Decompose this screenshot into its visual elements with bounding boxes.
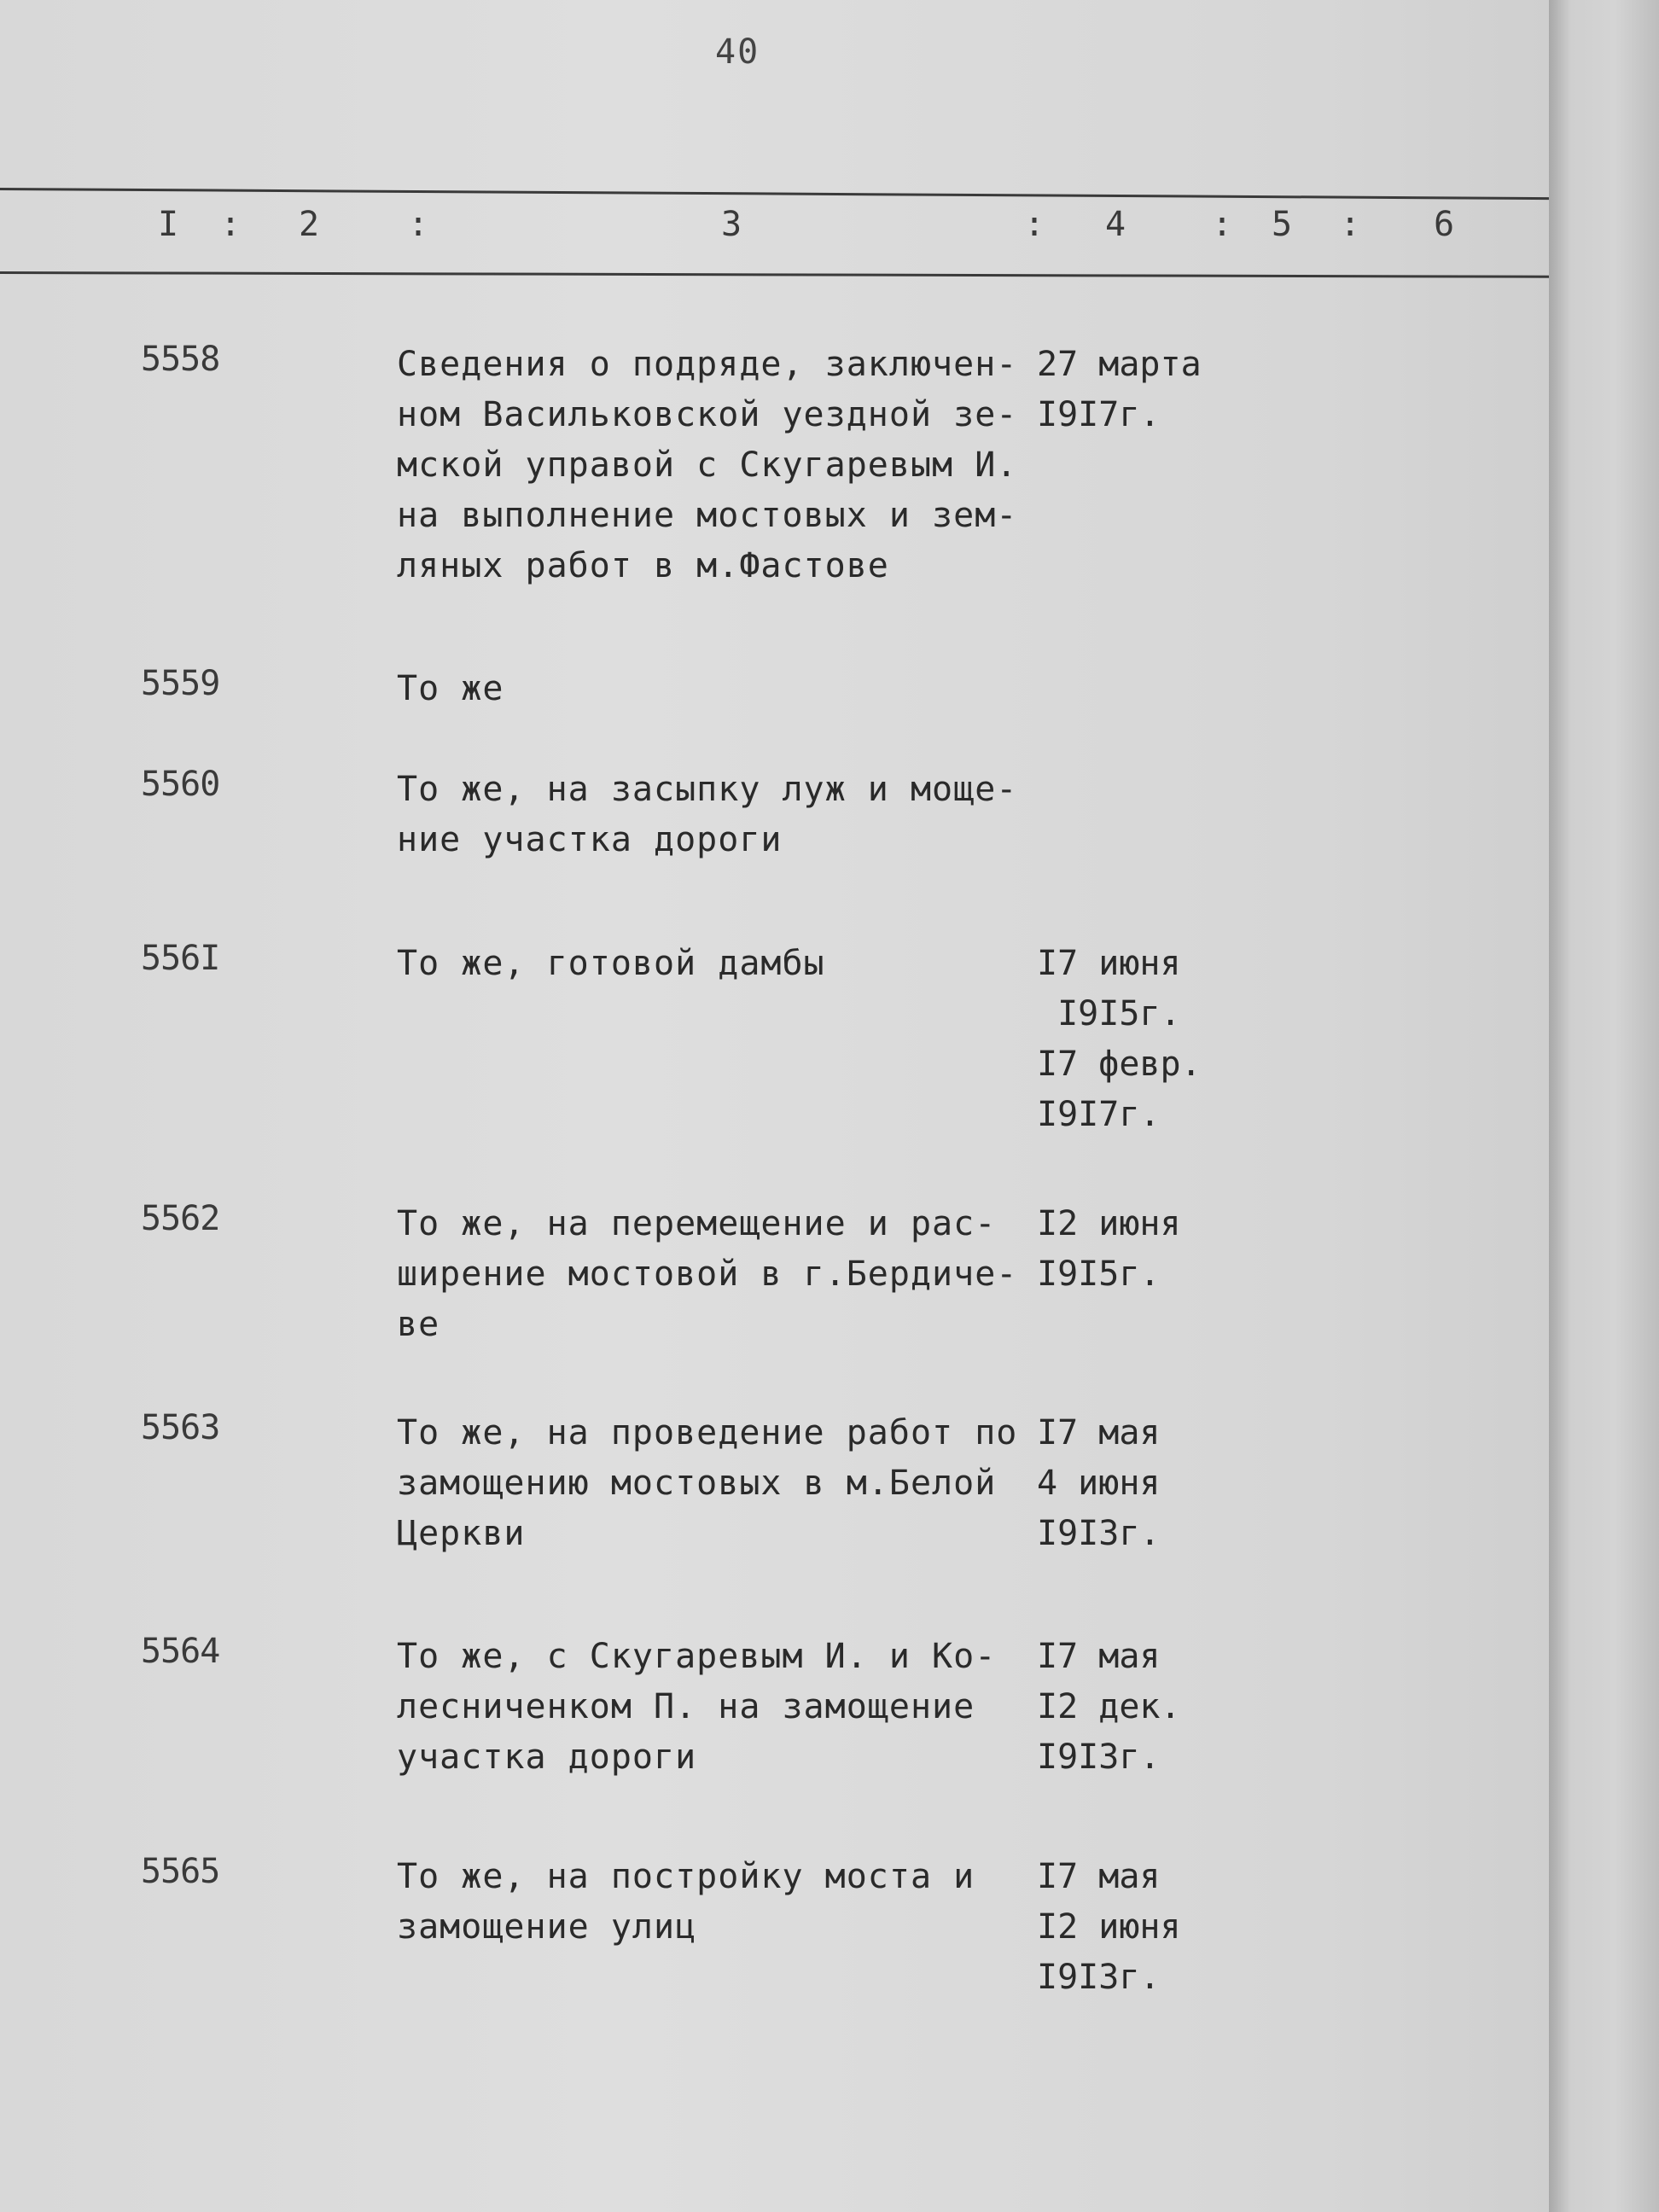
entry-number: 5562 — [141, 1199, 220, 1238]
entry-date-line: I9I5г. — [1037, 994, 1181, 1033]
entry-title-line: То же, готовой дамбы — [397, 944, 825, 983]
entry-date-line: I2 июня — [1037, 1907, 1181, 1947]
column-number: 4 — [1105, 205, 1126, 244]
entry-title-line: То же — [397, 669, 504, 708]
column-number: 6 — [1434, 205, 1455, 244]
entry-date-line: 4 июня — [1037, 1464, 1161, 1503]
entry-dates — [1037, 1852, 1181, 2003]
entry-title — [397, 1408, 1045, 1559]
header-top-rule — [0, 188, 1549, 200]
column-separator: : — [220, 205, 242, 244]
entry-title-line: участка дороги — [397, 1738, 697, 1777]
page-number: 40 — [715, 32, 760, 72]
entry-title-line: То же, на проведение работ по — [397, 1413, 1018, 1452]
header-bottom-rule — [0, 271, 1549, 278]
entry-number: 556I — [141, 939, 220, 978]
entry-title — [397, 1632, 1045, 1783]
entry-title-line: То же, на перемещение и рас- — [397, 1204, 997, 1243]
entry-title-line: ном Васильковской уездной зе- — [397, 395, 1018, 434]
entry-date-line: I7 июня — [1037, 944, 1181, 983]
entry-date-line: I9I7г. — [1037, 1095, 1161, 1134]
entry-title — [397, 664, 1045, 714]
entry-dates — [1037, 1632, 1181, 1783]
entry-date-line: I7 мая — [1037, 1413, 1161, 1452]
entry-date-line: I9I3г. — [1037, 1738, 1161, 1777]
column-separator: : — [1024, 205, 1045, 244]
column-number: 3 — [721, 205, 742, 244]
entry-dates — [1037, 340, 1202, 440]
entry-date-line: 27 марта — [1037, 345, 1202, 384]
entry-title — [397, 340, 1045, 591]
entry-number: 5560 — [141, 765, 220, 804]
entry-title-line: То же, с Скугаревым И. и Ко- — [397, 1637, 997, 1676]
entry-date-line: I7 мая — [1037, 1857, 1161, 1896]
column-separator: : — [408, 205, 429, 244]
entry-date-line: I2 июня — [1037, 1204, 1181, 1243]
column-number: 2 — [299, 205, 320, 244]
entry-title-line: мской управой с Скугаревым И. — [397, 445, 1018, 485]
entry-date-line: I9I5г. — [1037, 1254, 1161, 1294]
entry-title-line: на выполнение мостовых и зем- — [397, 496, 1018, 535]
entry-title-line: Церкви — [397, 1514, 526, 1553]
entry-dates — [1037, 1408, 1161, 1559]
entry-title-line: замощению мостовых в м.Белой — [397, 1464, 997, 1503]
entry-number: 5565 — [141, 1852, 220, 1891]
entry-title — [397, 939, 1045, 989]
entry-title-line: То же, на постройку моста и — [397, 1857, 975, 1896]
entry-date-line: I9I7г. — [1037, 395, 1161, 434]
entry-number: 5563 — [141, 1408, 220, 1447]
entry-title — [397, 765, 1045, 865]
entry-dates — [1037, 1199, 1181, 1300]
column-number: I — [158, 205, 179, 244]
entry-title-line: ширение мостовой в г.Бердиче- — [397, 1254, 1018, 1294]
column-separator: : — [1340, 205, 1361, 244]
entry-number: 5559 — [141, 664, 220, 703]
column-number: 5 — [1272, 205, 1293, 244]
entry-title — [397, 1852, 1045, 1953]
entry-title-line: ние участка дороги — [397, 820, 783, 859]
entry-date-line: I7 февр. — [1037, 1045, 1202, 1084]
entry-date-line: I2 дек. — [1037, 1687, 1181, 1726]
entry-date-line: I9I3г. — [1037, 1958, 1161, 1997]
entry-title-line: Сведения о подряде, заключен- — [397, 345, 1018, 384]
entry-date-line: I7 мая — [1037, 1637, 1161, 1676]
entry-number: 5558 — [141, 340, 220, 379]
entry-title-line: То же, на засыпку луж и моще- — [397, 770, 1018, 809]
entry-title-line: ляных работ в м.Фастове — [397, 546, 889, 585]
column-separator: : — [1212, 205, 1233, 244]
entry-title — [397, 1199, 1045, 1350]
page-edge — [1549, 0, 1659, 2212]
entry-date-line: I9I3г. — [1037, 1514, 1161, 1553]
entry-title-line: ве — [397, 1305, 440, 1344]
entry-title-line: замощение улиц — [397, 1907, 697, 1947]
entry-dates — [1037, 939, 1202, 1140]
entry-title-line: лесниченком П. на замощение — [397, 1687, 975, 1726]
entry-number: 5564 — [141, 1632, 220, 1671]
